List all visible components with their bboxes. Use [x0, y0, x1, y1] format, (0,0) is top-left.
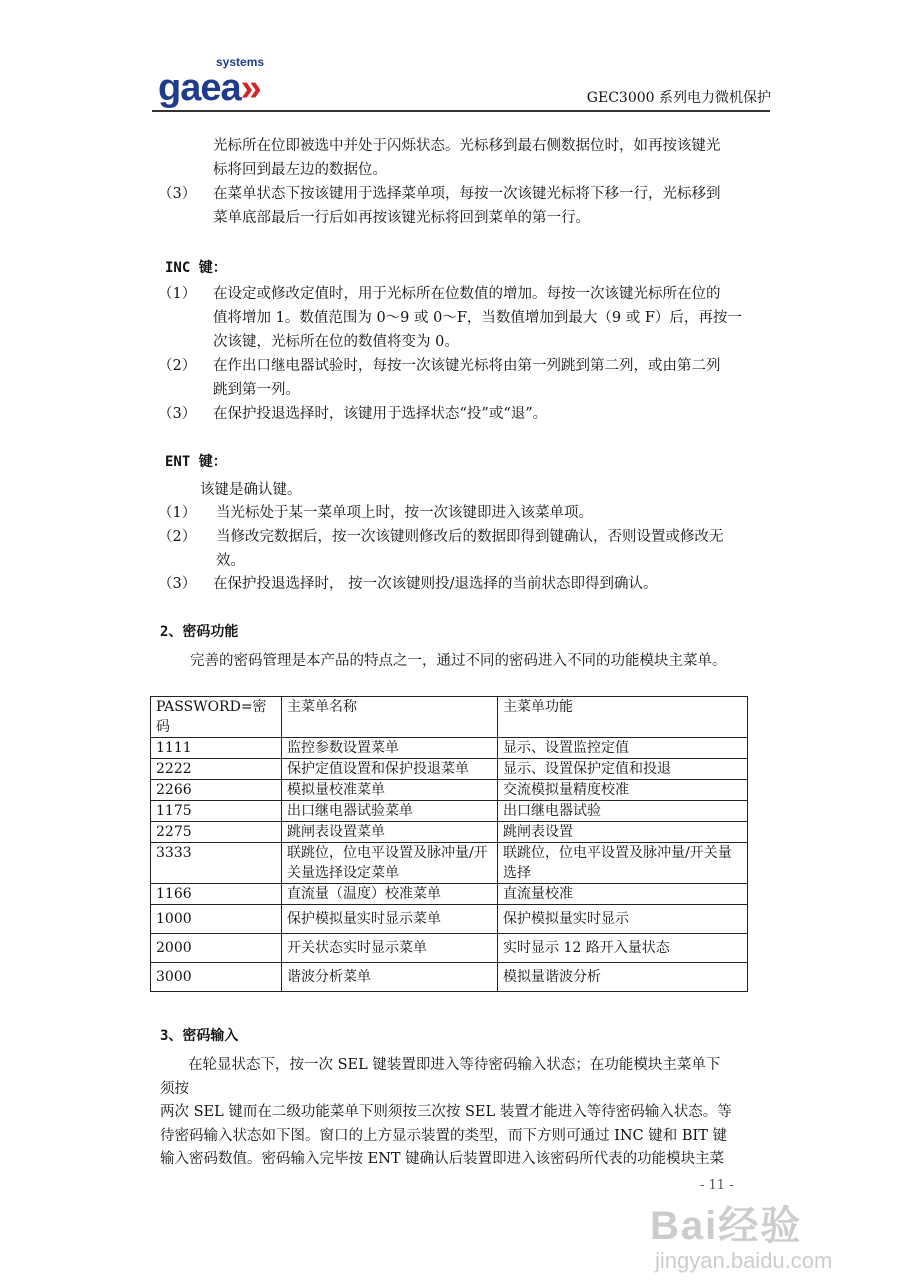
header-rule: [152, 110, 770, 112]
header-cell: 主菜单名称: [282, 697, 498, 738]
password-table: [150, 696, 748, 992]
text-line: 在作出口继电器试验时，每按一次该键光标将由第一列跳到第二列，或由第二列: [213, 358, 721, 374]
table-row: [151, 963, 748, 992]
table-cell: 保护模拟量实时显示: [498, 905, 748, 934]
header-title: GEC3000 系列电力微机保护: [586, 90, 771, 106]
table-cell: 跳闸表设置菜单: [282, 822, 498, 843]
table-row: [151, 934, 748, 963]
table-cell: 1175: [151, 801, 282, 822]
table-cell: 1000: [151, 905, 282, 934]
text-line: 在保护投退选择时，该键用于选择状态“投”或“退”。: [213, 406, 548, 422]
inc-heading: INC 键：: [165, 260, 227, 276]
text-line: 在轮显状态下，按一次 SEL 键装置即进入等待密码输入状态；在功能模块主菜单下: [188, 1057, 721, 1073]
table-cell: 直流量（温度）校准菜单: [282, 884, 498, 905]
table-cell: 出口继电器试验: [498, 801, 748, 822]
table-cell: 1166: [151, 884, 282, 905]
text-line: 完善的密码管理是本产品的特点之一，通过不同的密码进入不同的功能模块主菜单。: [190, 653, 727, 669]
list-marker: （3）: [158, 186, 197, 202]
table-row: [151, 738, 748, 759]
table-cell: 1111: [151, 738, 282, 759]
text-line: 在设定或修改定值时，用于光标所在位数值的增加。每按一次该键光标所在位的: [213, 286, 721, 302]
table-cell: 联跳位，位电平设置及脉冲量/开关量选择设定菜单: [282, 843, 498, 884]
table-cell: 2266: [151, 780, 282, 801]
logo-main: [158, 69, 261, 107]
ent-heading: ENT 键：: [165, 454, 227, 470]
logo-mark: »: [240, 67, 261, 109]
table-cell: 联跳位，位电平设置及脉冲量/开关量选择: [498, 843, 748, 884]
text-line: 在保护投退选择时， 按一次该键则投/退选择的当前状态即得到确认。: [213, 576, 658, 592]
text-line: 在菜单状态下按该键用于选择菜单项，每按一次该键光标将下移一行，光标移到: [213, 186, 721, 202]
text-line: 跳到第一列。: [213, 382, 300, 398]
list-marker: （1）: [158, 286, 197, 302]
table-header-row: [151, 697, 748, 738]
logo-sub: systems: [216, 55, 265, 69]
table-row: [151, 801, 748, 822]
table-cell: 保护模拟量实时显示菜单: [282, 905, 498, 934]
table-cell: 谐波分析菜单: [282, 963, 498, 992]
text-line: 须按: [160, 1081, 189, 1097]
table-cell: 保护定值设置和保护投退菜单: [282, 759, 498, 780]
table-cell: 2222: [151, 759, 282, 780]
table-row: [151, 780, 748, 801]
list-marker: （1）: [158, 505, 197, 521]
text-line: 次该键，光标所在位的数值将变为 0。: [213, 334, 459, 350]
table-row: [151, 759, 748, 780]
header-cell: 主菜单功能: [498, 697, 748, 738]
table-cell: 开关状态实时显示菜单: [282, 934, 498, 963]
table-row: [151, 822, 748, 843]
table-cell: 监控参数设置菜单: [282, 738, 498, 759]
list-marker: （3）: [158, 576, 197, 592]
table-cell: 交流模拟量精度校准: [498, 780, 748, 801]
text-line: 当修改完数据后，按一次该键则修改后的数据即得到键确认，否则设置或修改无: [216, 529, 724, 545]
text-line: 该键是确认键。: [200, 482, 302, 498]
text-line: 菜单底部最后一行后如再按该键光标将回到菜单的第一行。: [213, 210, 590, 226]
logo-word: gaea: [158, 67, 241, 109]
table-body: [151, 738, 748, 992]
table-row: [151, 843, 748, 884]
baidu-watermark: [650, 1204, 832, 1274]
section-2-heading: 2、密码功能: [160, 624, 239, 640]
page-number: - 11 -: [700, 1178, 734, 1193]
table-cell: 跳闸表设置: [498, 822, 748, 843]
company-logo: [158, 56, 268, 108]
header-cell: PASSWORD=密码: [151, 697, 282, 738]
text-line: 待密码输入状态如下图。窗口的上方显示装置的类型，而下方则可通过 INC 键和 BIT 键: [160, 1128, 727, 1144]
table-cell: 2000: [151, 934, 282, 963]
watermark-brand: Bai经验: [650, 1204, 803, 1248]
table-cell: 模拟量谐波分析: [498, 963, 748, 992]
table-row: [151, 905, 748, 934]
table-cell: 显示、设置保护定值和投退: [498, 759, 748, 780]
table-cell: 3333: [151, 843, 282, 884]
text-line: 效。: [216, 553, 245, 569]
text-line: 光标所在位即被选中并处于闪烁状态。光标移到最右侧数据位时，如再按该键光: [213, 138, 721, 154]
text-line: 标将回到最左边的数据位。: [213, 162, 387, 178]
table-cell: 实时显示 12 路开入量状态: [498, 934, 748, 963]
watermark-url: jingyan.baidu.com: [655, 1248, 833, 1273]
section-3-heading: 3、密码输入: [160, 1028, 239, 1044]
table-cell: 出口继电器试验菜单: [282, 801, 498, 822]
table-cell: 显示、设置监控定值: [498, 738, 748, 759]
list-marker: （2）: [158, 529, 197, 545]
table-cell: 2275: [151, 822, 282, 843]
table-cell: 3000: [151, 963, 282, 992]
list-marker: （2）: [158, 358, 197, 374]
table-cell: 模拟量校准菜单: [282, 780, 498, 801]
list-marker: （3）: [158, 406, 197, 422]
text-line: 两次 SEL 键而在二级功能菜单下则须按三次按 SEL 装置才能进入等待密码输入状态。等: [160, 1104, 732, 1120]
table-row: [151, 884, 748, 905]
text-line: 当光标处于某一菜单项上时，按一次该键即进入该菜单项。: [216, 505, 593, 521]
text-line: 输入密码数值。密码输入完毕按 ENT 键确认后装置即进入该密码所代表的功能模块主菜: [160, 1151, 725, 1167]
text-line: 值将增加 1。数值范围为 0～9 或 0～F，当数值增加到最大（9 或 F）后，再按一: [213, 310, 742, 326]
table-cell: 直流量校准: [498, 884, 748, 905]
